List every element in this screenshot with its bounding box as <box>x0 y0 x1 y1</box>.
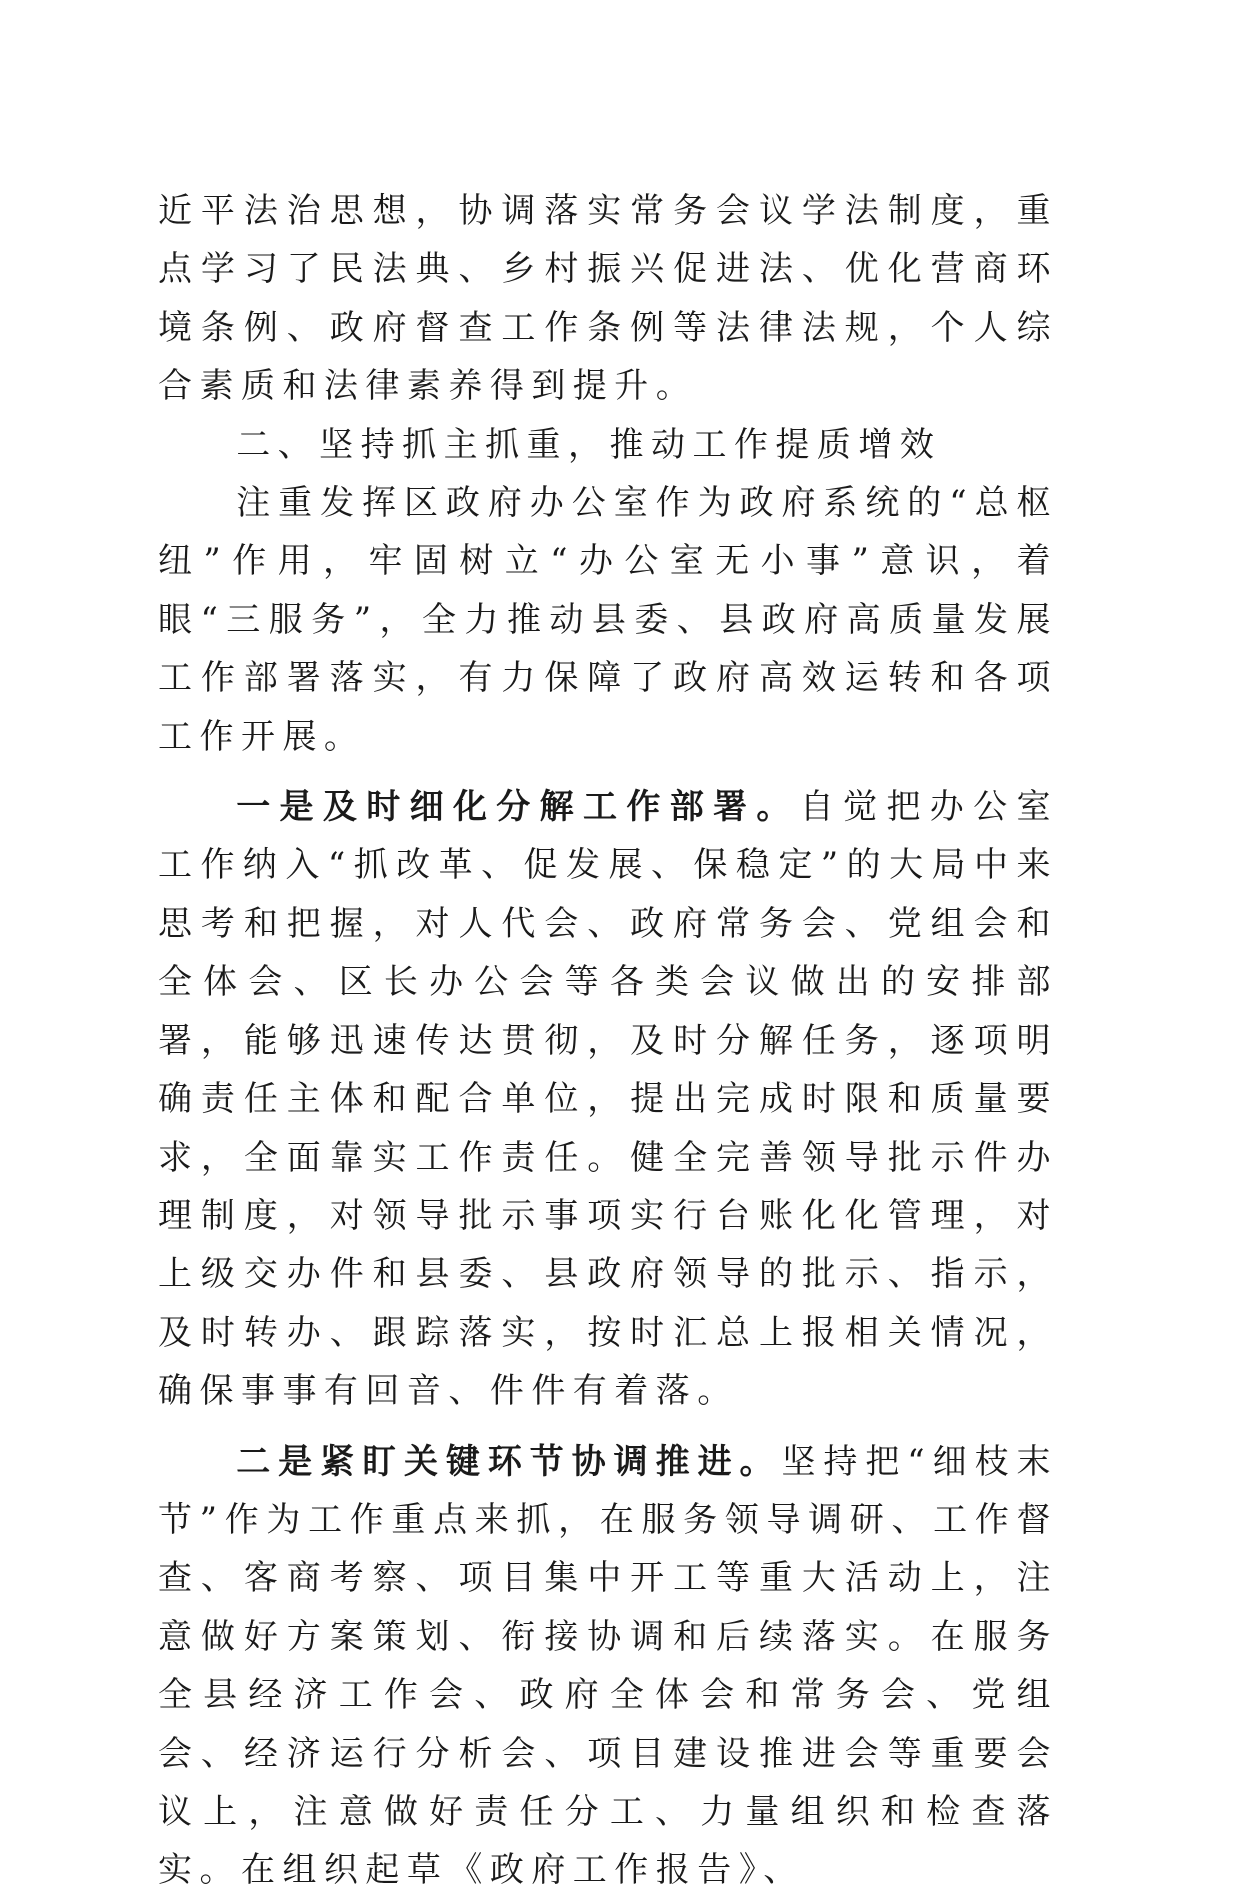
paragraph-intro <box>158 474 1058 766</box>
paragraph-point-two <box>158 1433 1058 1900</box>
paragraph-text: 注重发挥区政府办公室作为政府系统的“总枢纽”作用，牢固树立“办公室无小事”意识，着眼“三服务”，全力推动县委、县政府高质量发展工作部署落实，有力保障了政府高效运转和各项工作开展。 <box>158 483 1058 757</box>
heading-text: 二、坚持抓主抓重，推动工作提质增效 <box>236 424 942 465</box>
paragraph-continuation <box>158 182 1058 416</box>
document-body <box>158 182 1058 1900</box>
section-heading <box>158 416 1058 474</box>
paragraph-point-one <box>158 778 1058 1420</box>
paragraph-text: 坚持把“细枝末节”作为工作重点来抓，在服务领导调研、工作督查、客商考察、项目集中开工等重大活动上，注意做好方案策划、衔接协调和后续落实。在服务全县经济工作会、政府全体会和常务会、党组会、经济运行分析会、项目建设推进会等重要会议上，注意做好责任分工、力量组织和检查落实。在组织起草《政府工作报告》、 <box>158 1441 1058 1891</box>
paragraph-text: 自觉把办公室工作纳入“抓改革、促发展、保稳定”的大局中来思考和把握，对人代会、政府常务会、党组会和全体会、区长办公会等各类会议做出的安排部署，能够迅速传达贯彻，及时分解任务，逐项明确责任主体和配合单位，提出完成时限和质量要求，全面靠实工作责任。健全完善领导批示件办理制度，对领导批示事项实行台账化化管理，对上级交办件和县委、县政府领导的批示、指示，及时转办、跟踪落实，按时汇总上报相关情况，确保事事有回音、件件有着落。 <box>158 787 1058 1412</box>
paragraph-lead: 一是及时细化分解工作部署。 <box>236 787 800 828</box>
paragraph-text: 近平法治思想，协调落实常务会议学法制度，重点学习了民法典、乡村振兴促进法、优化营商环境条例、政府督查工作条例等法律法规，个人综合素质和法律素养得到提升。 <box>158 191 1058 407</box>
paragraph-lead: 二是紧盯关键环节协调推进。 <box>236 1441 782 1482</box>
